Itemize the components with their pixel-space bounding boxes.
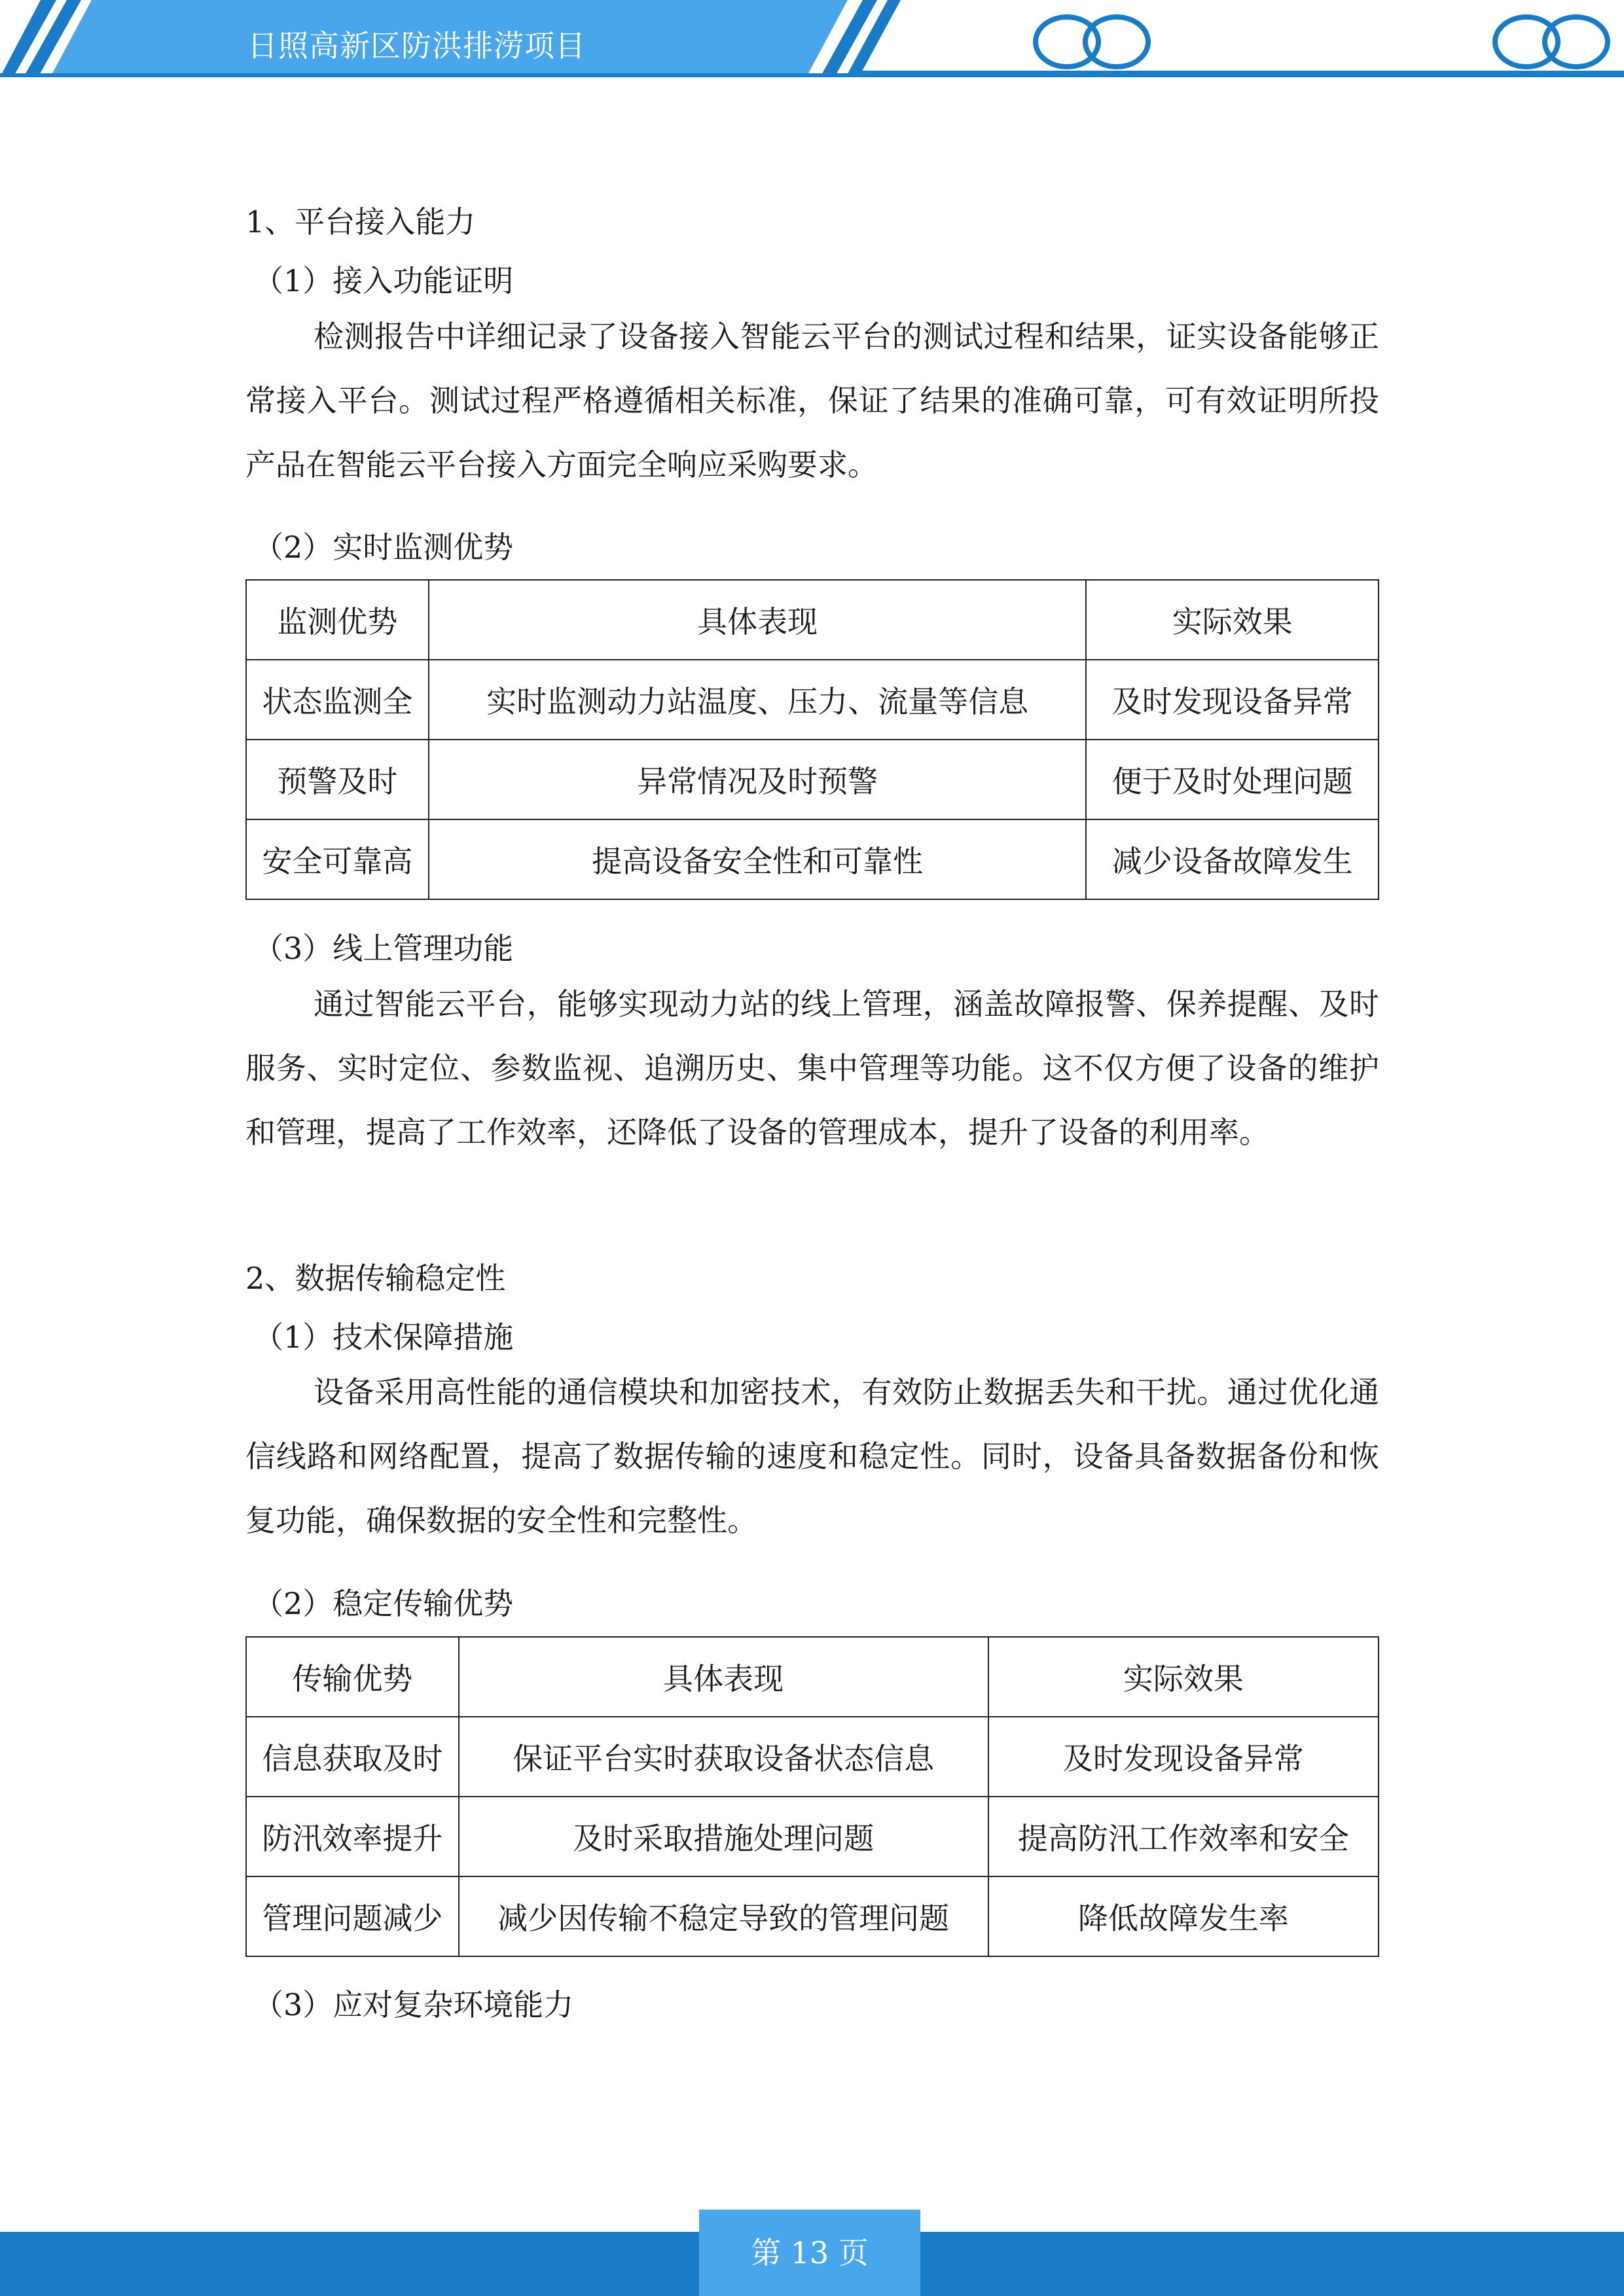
table-row <box>246 740 1379 819</box>
section2-sub1-heading: （1）技术保障措施 <box>253 1319 514 1355</box>
table-cell: 管理问题减少 <box>246 1876 459 1956</box>
section2-sub2-heading: （2）稳定传输优势 <box>253 1586 514 1621</box>
table-header-row <box>246 580 1379 660</box>
section1-sub2-heading: （2）实时监测优势 <box>253 529 514 565</box>
table-cell: 信息获取及时 <box>246 1717 459 1797</box>
table-row <box>246 1797 1379 1876</box>
table-header-cell: 监测优势 <box>246 580 429 660</box>
section1-heading: 1、平台接入能力 <box>245 204 476 240</box>
section1-sub3-paragraph: 通过智能云平台，能够实现动力站的线上管理，涵盖故障报警、保养提醒、及时服务、实时定位、参数监视、追溯历史、集中管理等功能。这不仅方便了设备的维护和管理，提高了工作效率，还降低了设备的管理成本，提升了设备的利用率。 <box>245 986 1379 1150</box>
table-header-cell: 具体表现 <box>429 580 1087 660</box>
table-row <box>246 1876 1379 1956</box>
section1-sub1-paragraph: 检测报告中详细记录了设备接入智能云平台的测试过程和结果，证实设备能够正常接入平台。测试过程严格遵循相关标准，保证了结果的准确可靠，可有效证明所投产品在智能云平台接入方面完全响应采购要求。 <box>245 319 1379 482</box>
table-cell: 状态监测全 <box>246 660 429 740</box>
table-header-cell: 传输优势 <box>246 1637 459 1717</box>
table-cell: 异常情况及时预警 <box>429 740 1087 819</box>
table-header-cell: 实际效果 <box>1086 580 1379 660</box>
table-cell: 预警及时 <box>246 740 429 819</box>
table-cell: 提高防汛工作效率和安全 <box>988 1797 1379 1876</box>
section2-sub1-paragraph: 设备采用高性能的通信模块和加密技术，有效防止数据丢失和干扰。通过优化通信线路和网络配置，提高了数据传输的速度和稳定性。同时，设备具备数据备份和恢复功能，确保数据的安全性和完整性。 <box>245 1374 1379 1538</box>
table-cell: 实时监测动力站温度、压力、流量等信息 <box>429 660 1087 740</box>
section1-sub1-heading: （1）接入功能证明 <box>253 263 514 298</box>
table-cell: 保证平台实时获取设备状态信息 <box>459 1717 988 1797</box>
table-header-cell: 具体表现 <box>459 1637 988 1717</box>
table-row <box>246 819 1379 899</box>
header-underline-right-segment <box>855 71 1624 77</box>
table-cell: 提高设备安全性和可靠性 <box>429 819 1087 899</box>
double-ring-logo-icon <box>1495 17 1608 67</box>
header-title: 日照高新区防洪排涝项目 <box>247 28 586 63</box>
table-cell: 减少因传输不稳定导致的管理问题 <box>459 1876 988 1956</box>
table-cell: 及时发现设备异常 <box>988 1717 1379 1797</box>
section2-heading: 2、数据传输稳定性 <box>245 1261 506 1296</box>
section2-sub3-heading: （3）应对复杂环境能力 <box>253 1987 574 2022</box>
table-header-row <box>246 1637 1379 1717</box>
table-cell: 便于及时处理问题 <box>1086 740 1379 819</box>
table-cell: 降低故障发生率 <box>988 1876 1379 1956</box>
table-row <box>246 1717 1379 1797</box>
table-cell: 防汛效率提升 <box>246 1797 459 1876</box>
table-row <box>246 660 1379 740</box>
table-cell: 及时采取措施处理问题 <box>459 1797 988 1876</box>
table-header-cell: 实际效果 <box>988 1637 1379 1717</box>
double-ring-logo-icon <box>1036 17 1148 67</box>
table-cell: 安全可靠高 <box>246 819 429 899</box>
table-cell: 减少设备故障发生 <box>1086 819 1379 899</box>
table-cell: 及时发现设备异常 <box>1086 660 1379 740</box>
section1-sub3-heading: （3）线上管理功能 <box>253 931 514 966</box>
page-number: 第 13 页 <box>699 2210 920 2296</box>
header-band <box>0 0 1624 92</box>
monitoring-table <box>245 579 1379 900</box>
transmission-table <box>245 1636 1379 1957</box>
